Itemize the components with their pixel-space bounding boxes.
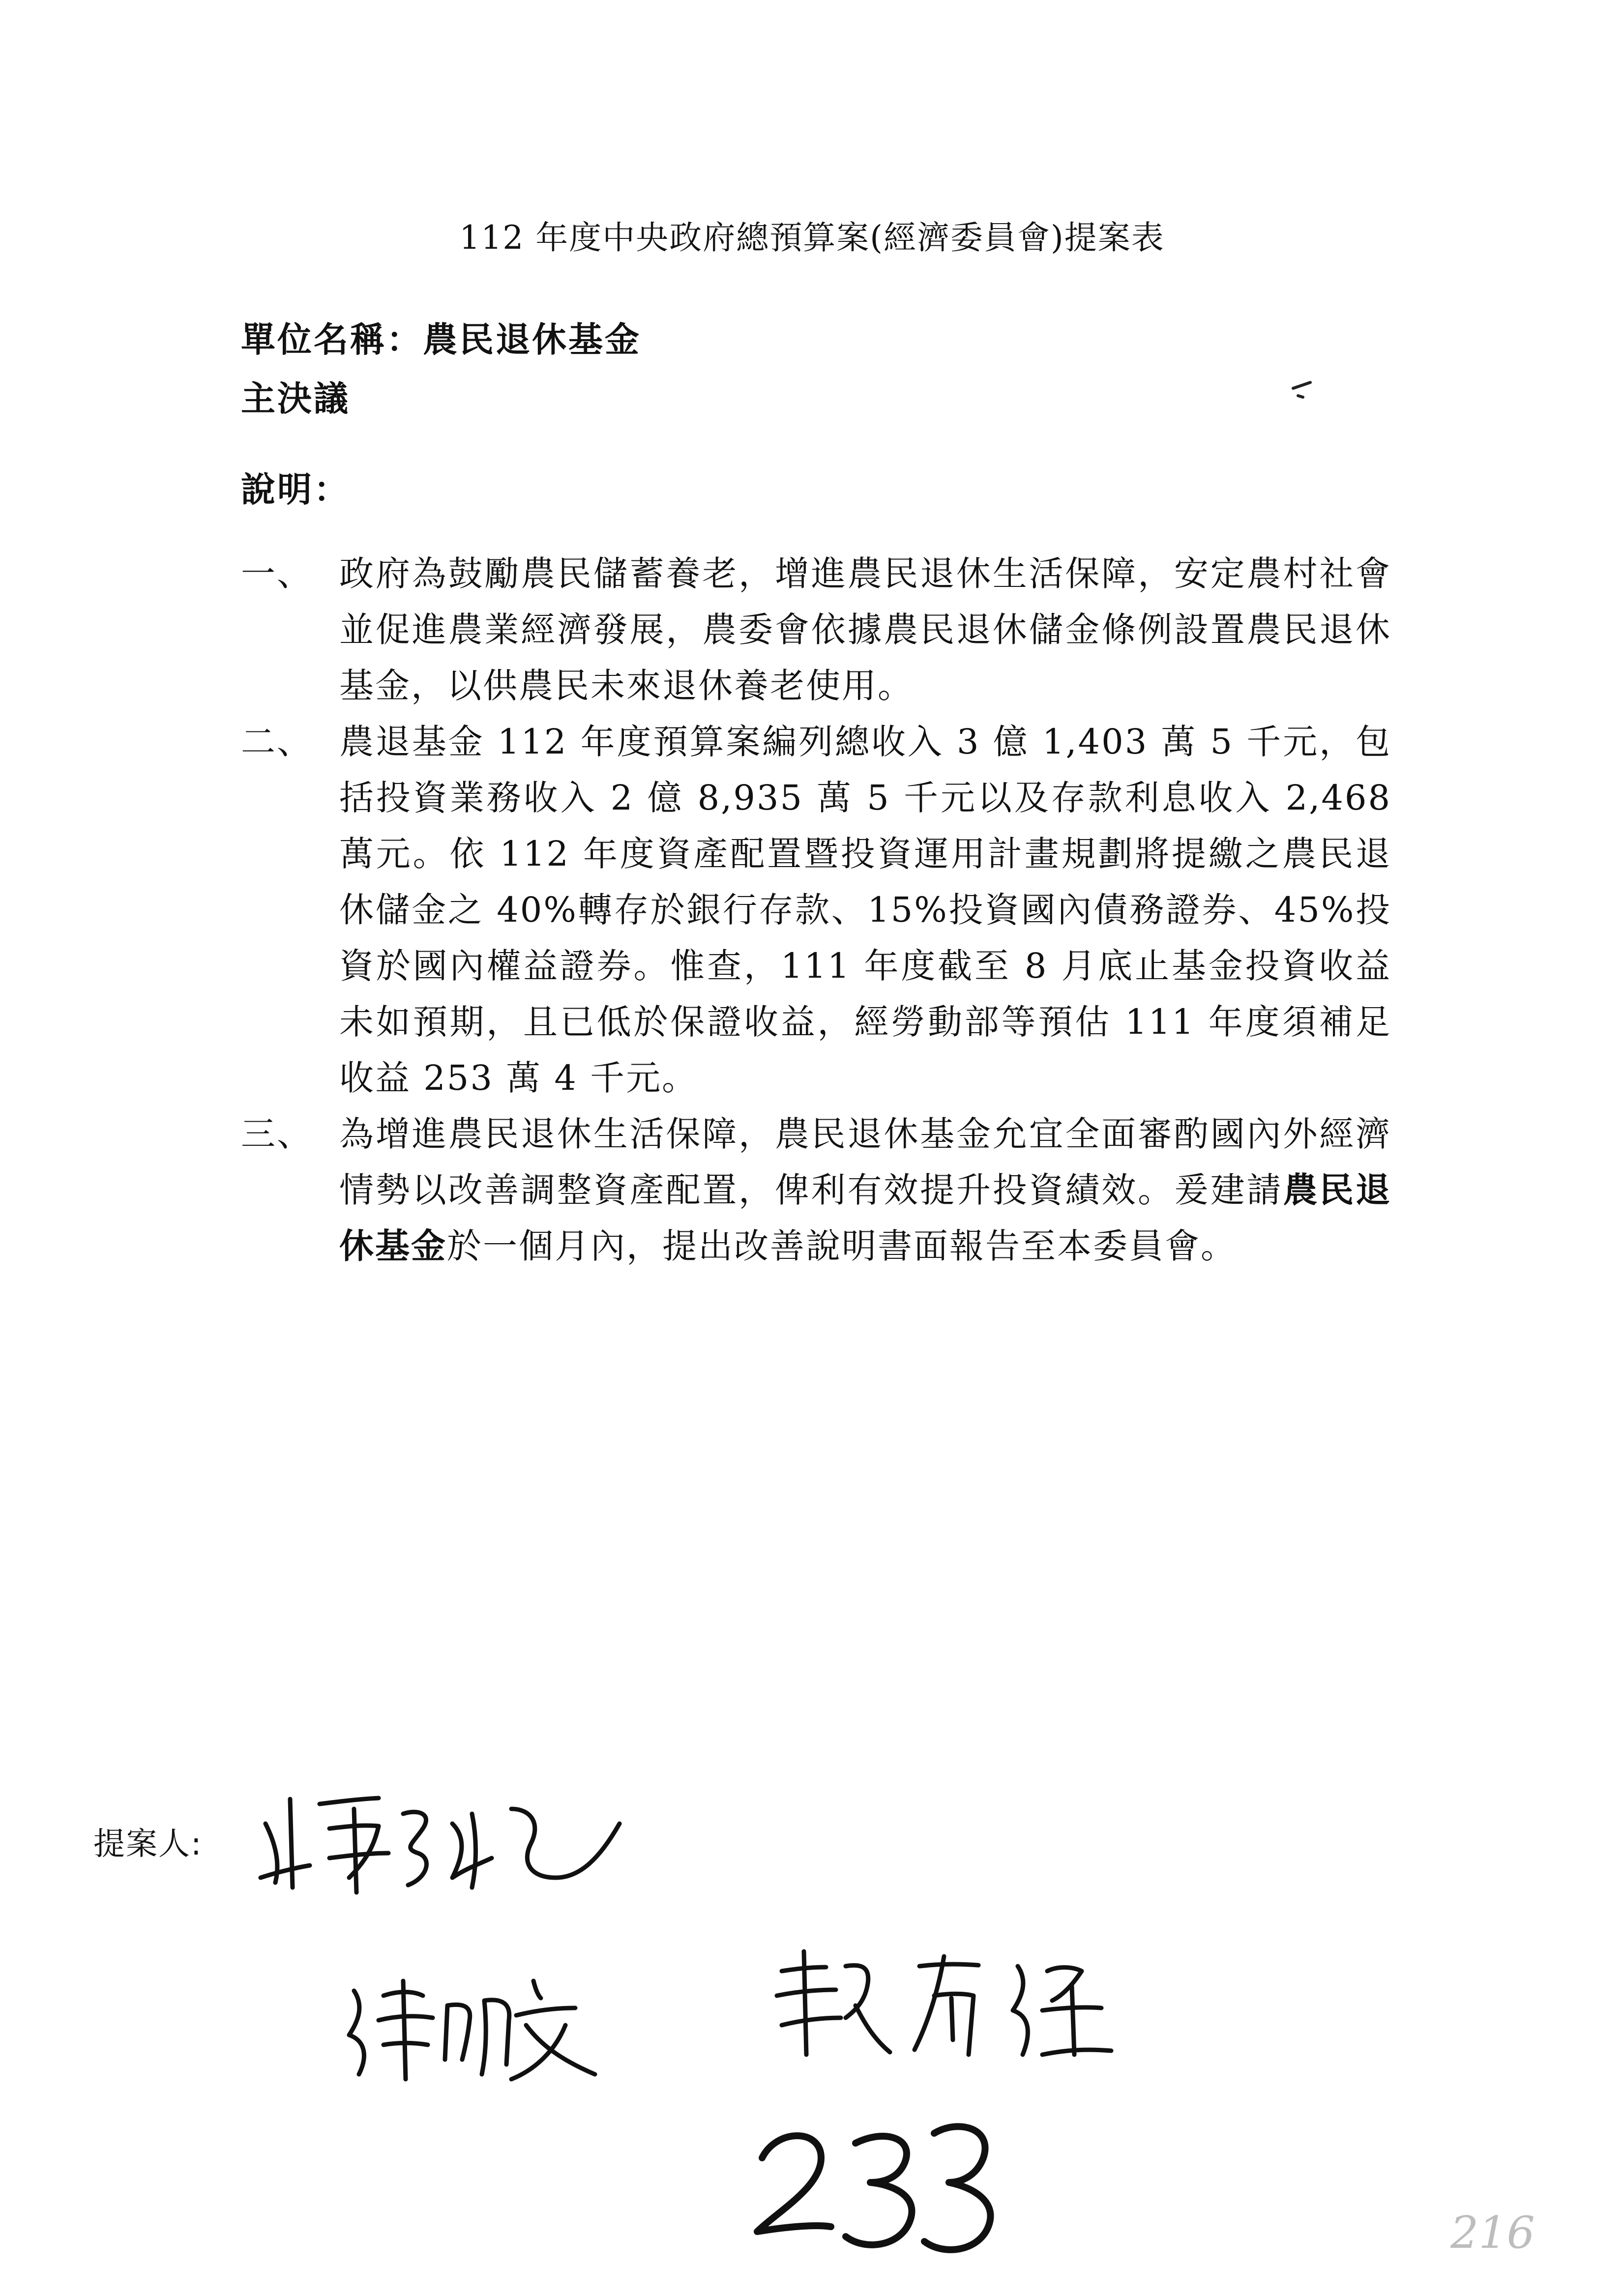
item-number: 三、: [241, 1114, 313, 1154]
signature-1-drawing: [256, 1779, 629, 1907]
item-text: 農退基金 112 年度預算案編列總收入 3 億 1,403 萬 5 千元，包括投資業務收入 2 億 8,935 萬 5 千元以及存款利息收入 2,468 萬元。依 112 年度資產配置暨投資運用計畫規劃將提繳之農民退休儲金之 40%轉存於銀行存款、15%投資國內債務證券、45%投資於國內權益證券。惟查，111 年度截至 8 月底止基金投資收益未如預期，且已低於保證收益，經勞動部等預估 111 年度須補足收益 253 萬 4 千元。: [339, 722, 1391, 1098]
list-item: [241, 1106, 1391, 1274]
corner-page-number: 216: [1450, 2207, 1535, 2259]
item-text-bold: 農民退休基金: [339, 1169, 1392, 1266]
explanation-label: 說明：: [241, 469, 350, 510]
item-text: 政府為鼓勵農民儲蓄養老，增進農民退休生活保障，安定農村社會並促進農業經濟發展，農委會依據農民退休儲金條例設置農民退休基金，以供農民未來退休養老使用。: [339, 553, 1391, 706]
item-text: [339, 1114, 1391, 1266]
item-text-before: 為增進農民退休生活保障，農民退休基金允宜全面審酌國內外經濟情勢以改善調整資產配置，俾利有效提升投資績效。爰建請: [339, 1114, 1391, 1210]
explanation-list: [241, 546, 1391, 1274]
signature-3: [767, 1937, 1121, 2071]
signature-2: [339, 1961, 605, 2091]
unit-label: 單位名稱：: [241, 319, 423, 360]
item-text-after: 於一個月內，提出改善說明書面報告至本委員會。: [447, 1226, 1237, 1266]
signature-2-drawing: [339, 1961, 605, 2089]
page-number-drawing: [747, 2104, 1003, 2261]
document-title: 112 年度中央政府總預算案(經濟委員會)提案表: [459, 219, 1165, 257]
speck-drawing: [1288, 374, 1318, 403]
handwritten-page-number: [747, 2104, 1003, 2263]
list-item: [241, 546, 1391, 714]
signature-1: [256, 1779, 629, 1909]
scan-speck: [1288, 374, 1318, 405]
item-number: 一、: [241, 553, 313, 594]
signature-3-drawing: [767, 1937, 1121, 2069]
list-item: [241, 714, 1391, 1106]
item-number: 二、: [241, 722, 313, 762]
unit-name-line: [241, 312, 641, 362]
resolution-label: 主決議: [241, 378, 350, 419]
unit-name: 農民退休基金: [423, 319, 641, 360]
proposer-label: 提案人:: [93, 1826, 203, 1862]
